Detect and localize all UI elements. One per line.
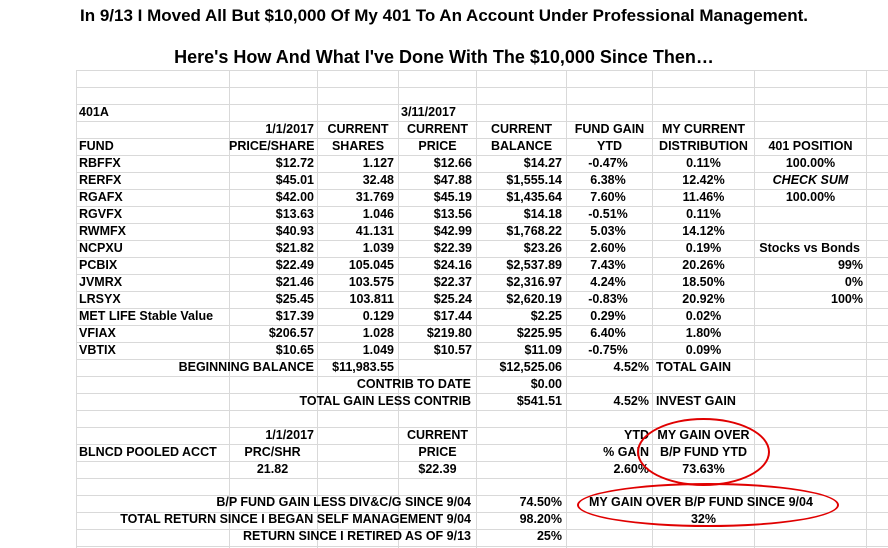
contrib-label: CONTRIB TO DATE bbox=[356, 377, 471, 391]
fund-name: RBFFX bbox=[79, 156, 121, 170]
fund-price-current: $219.80 bbox=[426, 326, 472, 340]
pooled-pct-gain: % GAIN bbox=[603, 445, 649, 459]
fund-distribution: 0.11% bbox=[686, 156, 721, 170]
contrib-value: $0.00 bbox=[530, 377, 562, 391]
fund-name: VBTIX bbox=[79, 343, 116, 357]
col-balance-bot: BALANCE bbox=[490, 139, 553, 153]
fund-price-jan: $22.49 bbox=[275, 258, 314, 272]
fund-shares: 31.769 bbox=[355, 190, 394, 204]
col-position: 401 POSITION bbox=[768, 139, 853, 153]
pooled-price: PRICE bbox=[418, 445, 457, 459]
col-price1-bot: PRICE/SHARE bbox=[229, 139, 315, 153]
fund-price-jan: $40.93 bbox=[275, 224, 314, 238]
fund-gain-ytd: 5.03% bbox=[590, 224, 626, 238]
check-sum-label: CHECK SUM bbox=[772, 173, 849, 187]
fund-price-current: $22.39 bbox=[433, 241, 472, 255]
fund-balance: $1,555.14 bbox=[506, 173, 562, 187]
fund-distribution: 11.46% bbox=[682, 190, 725, 204]
stocks-vs-bonds-3: 100% bbox=[831, 292, 863, 306]
fund-shares: 1.028 bbox=[362, 326, 394, 340]
fund-balance: $2,316.97 bbox=[506, 275, 562, 289]
fund-name: NCPXU bbox=[79, 241, 123, 255]
fund-distribution: 0.11% bbox=[686, 207, 721, 221]
fund-price-current: $45.19 bbox=[433, 190, 472, 204]
pooled-ytd: YTD bbox=[624, 428, 649, 442]
gain-less-contrib-value: $541.51 bbox=[516, 394, 562, 408]
fund-gain-ytd: -0.51% bbox=[588, 207, 628, 221]
gain-over-value: 73.63% bbox=[682, 462, 725, 476]
fund-gain-ytd: 6.40% bbox=[590, 326, 626, 340]
fund-distribution: 1.80% bbox=[685, 326, 722, 340]
invest-gain-label: INVEST GAIN bbox=[656, 394, 736, 408]
col-balance-top: CURRENT bbox=[490, 122, 553, 136]
gain-over-label-2: B/P FUND YTD bbox=[659, 445, 748, 459]
fund-price-jan: $21.82 bbox=[275, 241, 314, 255]
col-price1-top: 1/1/2017 bbox=[265, 122, 314, 136]
stocks-vs-bonds-1: 99% bbox=[837, 258, 863, 272]
total-balance: $12,525.06 bbox=[499, 360, 562, 374]
fund-name: JVMRX bbox=[79, 275, 123, 289]
fund-gain-ytd: -0.75% bbox=[588, 343, 628, 357]
fund-price-current: $10.57 bbox=[433, 343, 472, 357]
account-label: 401A bbox=[79, 105, 109, 119]
fund-distribution: 0.02% bbox=[685, 309, 722, 323]
retired-return-label: RETURN SINCE I RETIRED AS OF 9/13 bbox=[242, 529, 471, 543]
fund-gain-ytd: 7.60% bbox=[590, 190, 626, 204]
fund-gain-ytd: 0.29% bbox=[590, 309, 626, 323]
col-price2-bot: PRICE bbox=[418, 139, 457, 153]
fund-shares: 32.48 bbox=[362, 173, 394, 187]
fund-price-current: $47.88 bbox=[433, 173, 472, 187]
fund-price-current: $17.44 bbox=[433, 309, 472, 323]
pooled-current: CURRENT bbox=[406, 428, 469, 442]
stocks-vs-bonds-label: Stocks vs Bonds bbox=[759, 241, 860, 255]
col-gain-top: FUND GAIN bbox=[574, 122, 645, 136]
current-date: 3/11/2017 bbox=[401, 105, 456, 119]
fund-distribution: 20.26% bbox=[682, 258, 725, 272]
beginning-balance-value: $11,983.55 bbox=[332, 360, 394, 374]
fund-shares: 1.127 bbox=[362, 156, 394, 170]
fund-price-jan: $12.72 bbox=[275, 156, 314, 170]
beginning-balance-label: BEGINNING BALANCE bbox=[178, 360, 314, 374]
bp-gain-value: 74.50% bbox=[519, 495, 562, 509]
fund-balance: $14.18 bbox=[523, 207, 562, 221]
fund-balance: $225.95 bbox=[516, 326, 562, 340]
fund-price-jan: $10.65 bbox=[275, 343, 314, 357]
fund-name: LRSYX bbox=[79, 292, 121, 306]
fund-distribution: 12.42% bbox=[682, 173, 725, 187]
fund-gain-ytd: 2.60% bbox=[590, 241, 626, 255]
fund-price-current: $42.99 bbox=[433, 224, 472, 238]
fund-name: VFIAX bbox=[79, 326, 116, 340]
gain-over-since-value: 32% bbox=[690, 512, 717, 526]
col-dist-top: MY CURRENT bbox=[661, 122, 746, 136]
fund-price-jan: $21.46 bbox=[275, 275, 314, 289]
fund-price-current: $22.37 bbox=[433, 275, 472, 289]
fund-name: PCBIX bbox=[79, 258, 118, 272]
pooled-prc-value: 21.82 bbox=[256, 462, 289, 476]
fund-distribution: 0.09% bbox=[685, 343, 722, 357]
fund-price-current: $24.16 bbox=[433, 258, 472, 272]
fund-name: MET LIFE Stable Value bbox=[79, 309, 214, 323]
fund-gain-ytd: -0.83% bbox=[588, 292, 628, 306]
fund-name: RERFX bbox=[79, 173, 122, 187]
fund-shares: 103.811 bbox=[349, 292, 394, 306]
fund-shares: 103.575 bbox=[348, 275, 394, 289]
fund-balance: $23.26 bbox=[523, 241, 562, 255]
fund-distribution: 18.50% bbox=[682, 275, 725, 289]
pooled-price-value: $22.39 bbox=[418, 462, 457, 476]
fund-gain-ytd: -0.47% bbox=[588, 156, 628, 170]
fund-shares: 1.046 bbox=[362, 207, 394, 221]
total-gain-pct: 4.52% bbox=[613, 360, 649, 374]
highlight-oval-ytd bbox=[637, 418, 770, 486]
fund-price-jan: $25.45 bbox=[275, 292, 314, 306]
fund-gain-ytd: 6.38% bbox=[590, 173, 626, 187]
fund-price-jan: $42.00 bbox=[275, 190, 314, 204]
title-line-1: In 9/13 I Moved All But $10,000 Of My 401 To An Account Under Professional Management. bbox=[79, 6, 809, 25]
fund-shares: 0.129 bbox=[362, 309, 394, 323]
col-dist-bot: DISTRIBUTION bbox=[659, 139, 748, 153]
fund-shares: 41.131 bbox=[355, 224, 394, 238]
fund-price-current: $13.56 bbox=[433, 207, 472, 221]
col-price2-top: CURRENT bbox=[406, 122, 469, 136]
fund-balance: $2,620.19 bbox=[506, 292, 562, 306]
fund-name: RGVFX bbox=[79, 207, 123, 221]
total-return-value: 98.20% bbox=[519, 512, 562, 526]
col-shares-bot: SHARES bbox=[331, 139, 385, 153]
stocks-vs-bonds-2: 0% bbox=[844, 275, 863, 289]
fund-price-jan: $17.39 bbox=[275, 309, 314, 323]
retired-return-value: 25% bbox=[536, 529, 562, 543]
fund-shares: 1.049 bbox=[362, 343, 394, 357]
fund-balance: $11.09 bbox=[524, 343, 562, 357]
col-fund: FUND bbox=[79, 139, 114, 153]
fund-price-jan: $206.57 bbox=[268, 326, 314, 340]
fund-gain-ytd: 4.24% bbox=[590, 275, 626, 289]
gain-over-since-label: MY GAIN OVER B/P FUND SINCE 9/04 bbox=[589, 495, 813, 509]
fund-distribution: 14.12% bbox=[682, 224, 725, 238]
fund-distribution: 0.19% bbox=[685, 241, 722, 255]
pooled-prc-shr: PRC/SHR bbox=[244, 445, 301, 459]
fund-price-current: $12.66 bbox=[433, 156, 472, 170]
check-sum-value: 100.00% bbox=[785, 190, 836, 204]
fund-name: RWMFX bbox=[79, 224, 126, 238]
pooled-gain-value: 2.60% bbox=[613, 462, 649, 476]
fund-price-jan: $45.01 bbox=[275, 173, 314, 187]
title-line-2: Here's How And What I've Done With The $10,000 Since Then… bbox=[174, 47, 714, 67]
invest-gain-pct: 4.52% bbox=[613, 394, 649, 408]
fund-shares: 105.045 bbox=[348, 258, 394, 272]
fund-balance: $1,435.64 bbox=[506, 190, 562, 204]
fund-balance: $14.27 bbox=[523, 156, 562, 170]
highlight-oval-since bbox=[577, 483, 839, 527]
total-gain-label: TOTAL GAIN bbox=[656, 360, 731, 374]
gain-less-contrib-label: TOTAL GAIN LESS CONTRIB bbox=[299, 394, 471, 408]
fund-price-current: $25.24 bbox=[433, 292, 472, 306]
fund-balance: $2,537.89 bbox=[506, 258, 562, 272]
bp-gain-label: B/P FUND GAIN LESS DIV&C/G SINCE 9/04 bbox=[216, 495, 471, 509]
fund-name: RGAFX bbox=[79, 190, 123, 204]
fund-balance: $1,768.22 bbox=[506, 224, 562, 238]
position-value: 100.00% bbox=[785, 156, 836, 170]
pooled-date: 1/1/2017 bbox=[265, 428, 314, 442]
col-gain-bot: YTD bbox=[597, 139, 622, 153]
fund-shares: 1.039 bbox=[362, 241, 394, 255]
fund-price-jan: $13.63 bbox=[275, 207, 314, 221]
fund-balance: $2.25 bbox=[530, 309, 562, 323]
fund-gain-ytd: 7.43% bbox=[590, 258, 626, 272]
gain-over-label-1: MY GAIN OVER bbox=[657, 428, 750, 442]
total-return-label: TOTAL RETURN SINCE I BEGAN SELF MANAGEMENT 9/04 bbox=[120, 512, 471, 526]
pooled-label: BLNCD POOLED ACCT bbox=[79, 445, 217, 459]
col-shares-top: CURRENT bbox=[327, 122, 389, 136]
fund-distribution: 20.92% bbox=[682, 292, 725, 306]
